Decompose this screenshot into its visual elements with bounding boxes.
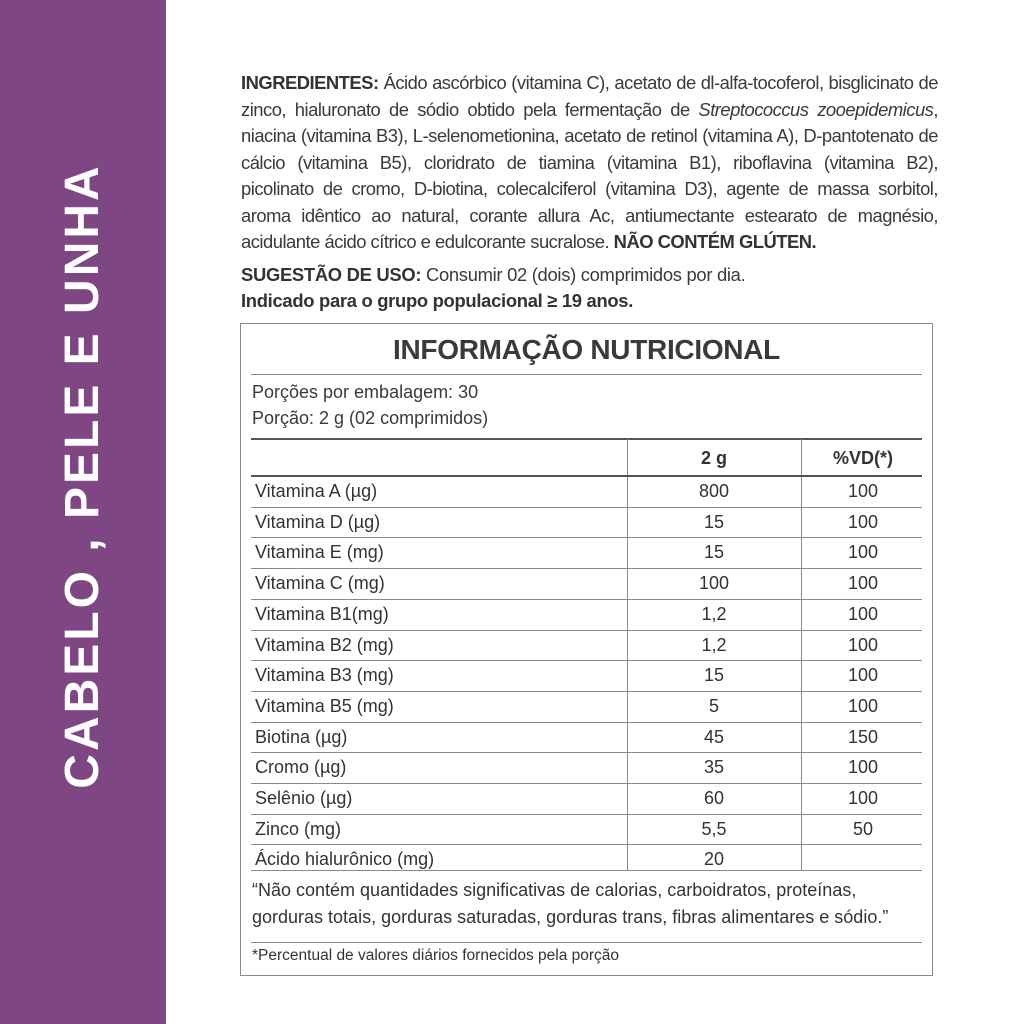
nutrient-amount: 45 xyxy=(703,726,725,747)
nutrient-name: Vitamina B3 (mg) xyxy=(255,665,394,686)
table-row xyxy=(251,752,922,782)
table-row xyxy=(251,783,922,813)
nutrient-vd: 100 xyxy=(847,542,879,563)
table-header-row xyxy=(251,443,922,473)
nutrient-vd: 100 xyxy=(847,788,879,808)
sidebar-band xyxy=(0,0,166,1024)
nutrient-vd: 100 xyxy=(847,695,879,716)
age-indication xyxy=(241,288,941,314)
ingredients-paragraph xyxy=(241,70,938,256)
nutrition-note xyxy=(252,877,922,931)
ingredients-text-1: Ácido ascórbico (vitamina C), acetato de dl-alfa-tocoferol, bisglicinato de zinco, hialuronato de sódio obtido pela fermentação de xyxy=(241,72,938,120)
nutrient-amount: 5,5 xyxy=(701,818,727,839)
nutrient-amount: 15 xyxy=(703,542,725,563)
divider xyxy=(251,374,922,375)
nutrient-vd: 100 xyxy=(847,634,879,655)
table-row xyxy=(251,476,922,506)
nutrient-vd: 50 xyxy=(852,818,874,839)
table-row xyxy=(251,568,922,598)
table-row xyxy=(251,660,922,690)
nutrition-note-line: gorduras totais, gorduras saturadas, gorduras trans, fibras alimentares e sódio.” xyxy=(252,907,889,927)
nutrition-table xyxy=(240,323,933,976)
nutrient-amount: 5 xyxy=(708,695,719,716)
nutrient-amount: 1,2 xyxy=(701,634,727,655)
nutrient-amount: 15 xyxy=(703,511,725,532)
table-row xyxy=(251,722,922,752)
nutrient-name: Vitamina B2 (mg) xyxy=(255,634,394,655)
nutrient-name: Vitamina A (µg) xyxy=(255,481,378,501)
nutrient-name: Selênio (µg) xyxy=(255,788,353,808)
divider xyxy=(251,942,922,943)
nutrient-vd: 100 xyxy=(847,573,879,594)
nutrient-name: Vitamina E (mg) xyxy=(255,542,384,563)
sidebar-title: CABELO , PELE E UNHA xyxy=(56,163,109,789)
divider xyxy=(251,870,922,871)
table-row xyxy=(251,537,922,567)
nutrition-title: INFORMAÇÃO NUTRICIONAL xyxy=(393,334,780,365)
table-row xyxy=(251,599,922,629)
usage-line xyxy=(241,262,941,288)
nutrient-amount: 800 xyxy=(698,481,730,501)
nutrient-amount: 60 xyxy=(703,788,725,808)
nutrient-vd: 150 xyxy=(847,726,879,747)
nutrient-amount: 15 xyxy=(703,665,725,686)
nutrient-vd: 100 xyxy=(847,481,879,501)
nutrient-name: Zinco (mg) xyxy=(255,818,342,839)
nutrient-name: Cromo (µg) xyxy=(255,757,347,778)
table-row xyxy=(251,691,922,721)
age-indication-text: Indicado para o grupo populacional ≥ 19 anos. xyxy=(241,290,634,311)
column-header-amount: 2 g xyxy=(700,448,727,468)
nutrition-footnote: *Percentual de valores diários fornecidos pela porção xyxy=(252,947,620,964)
table-row xyxy=(251,507,922,537)
divider xyxy=(251,438,922,440)
nutrient-amount: 1,2 xyxy=(701,603,727,624)
serving-size: Porção: 2 g (02 comprimidos) xyxy=(252,408,489,428)
nutrient-vd: 100 xyxy=(847,511,879,532)
table-row xyxy=(251,814,922,844)
column-header-vd: %VD(*) xyxy=(832,448,893,468)
nutrient-name: Vitamina C (mg) xyxy=(255,573,385,594)
servings-per-package: Porções por embalagem: 30 xyxy=(252,382,479,402)
nutrient-vd: 100 xyxy=(847,757,879,778)
nutrient-amount: 100 xyxy=(698,573,730,594)
nutrient-amount: 20 xyxy=(703,849,725,870)
usage-label: SUGESTÃO DE USO: xyxy=(241,264,422,285)
nutrient-name: Biotina (µg) xyxy=(255,726,348,747)
ingredients-text-2: , niacina (vitamina B3), L-selenometionina, acetato de retinol (vitamina A), D-pantotenato de cálcio (vitamina B5), cloridrato de tiamina (vitamina B1), riboflavina (vitamina B2), picolinato de cromo, D-biotina, colecalciferol (vitamina D3), agente de massa sorbitol, aroma idêntico ao natural, corante allura Ac, antiumectante estearato de magnésio, acidulante ácido cítrico e edulcorante sucralose. xyxy=(241,98,938,252)
usage-text: Consumir 02 (dois) comprimidos por dia. xyxy=(421,264,746,285)
table-row xyxy=(251,630,922,660)
nutrient-name: Vitamina B1(mg) xyxy=(255,603,389,624)
nutrition-note-line: “Não contém quantidades significativas de calorias, carboidratos, proteínas, xyxy=(252,880,857,900)
nutrient-amount: 35 xyxy=(703,757,725,778)
nutrient-vd: 100 xyxy=(847,603,879,624)
gluten-statement: NÃO CONTÉM GLÚTEN. xyxy=(613,231,817,252)
nutrient-name: Vitamina D (µg) xyxy=(255,511,381,532)
nutrient-name: Vitamina B5 (mg) xyxy=(255,695,394,716)
nutrient-name: Ácido hialurônico (mg) xyxy=(255,849,435,870)
usage-block xyxy=(241,262,941,314)
ingredients-label: INGREDIENTES: xyxy=(241,72,379,93)
ingredients-italic: Streptococcus zooepidemicus xyxy=(698,98,934,120)
nutrient-vd: 100 xyxy=(847,665,879,686)
